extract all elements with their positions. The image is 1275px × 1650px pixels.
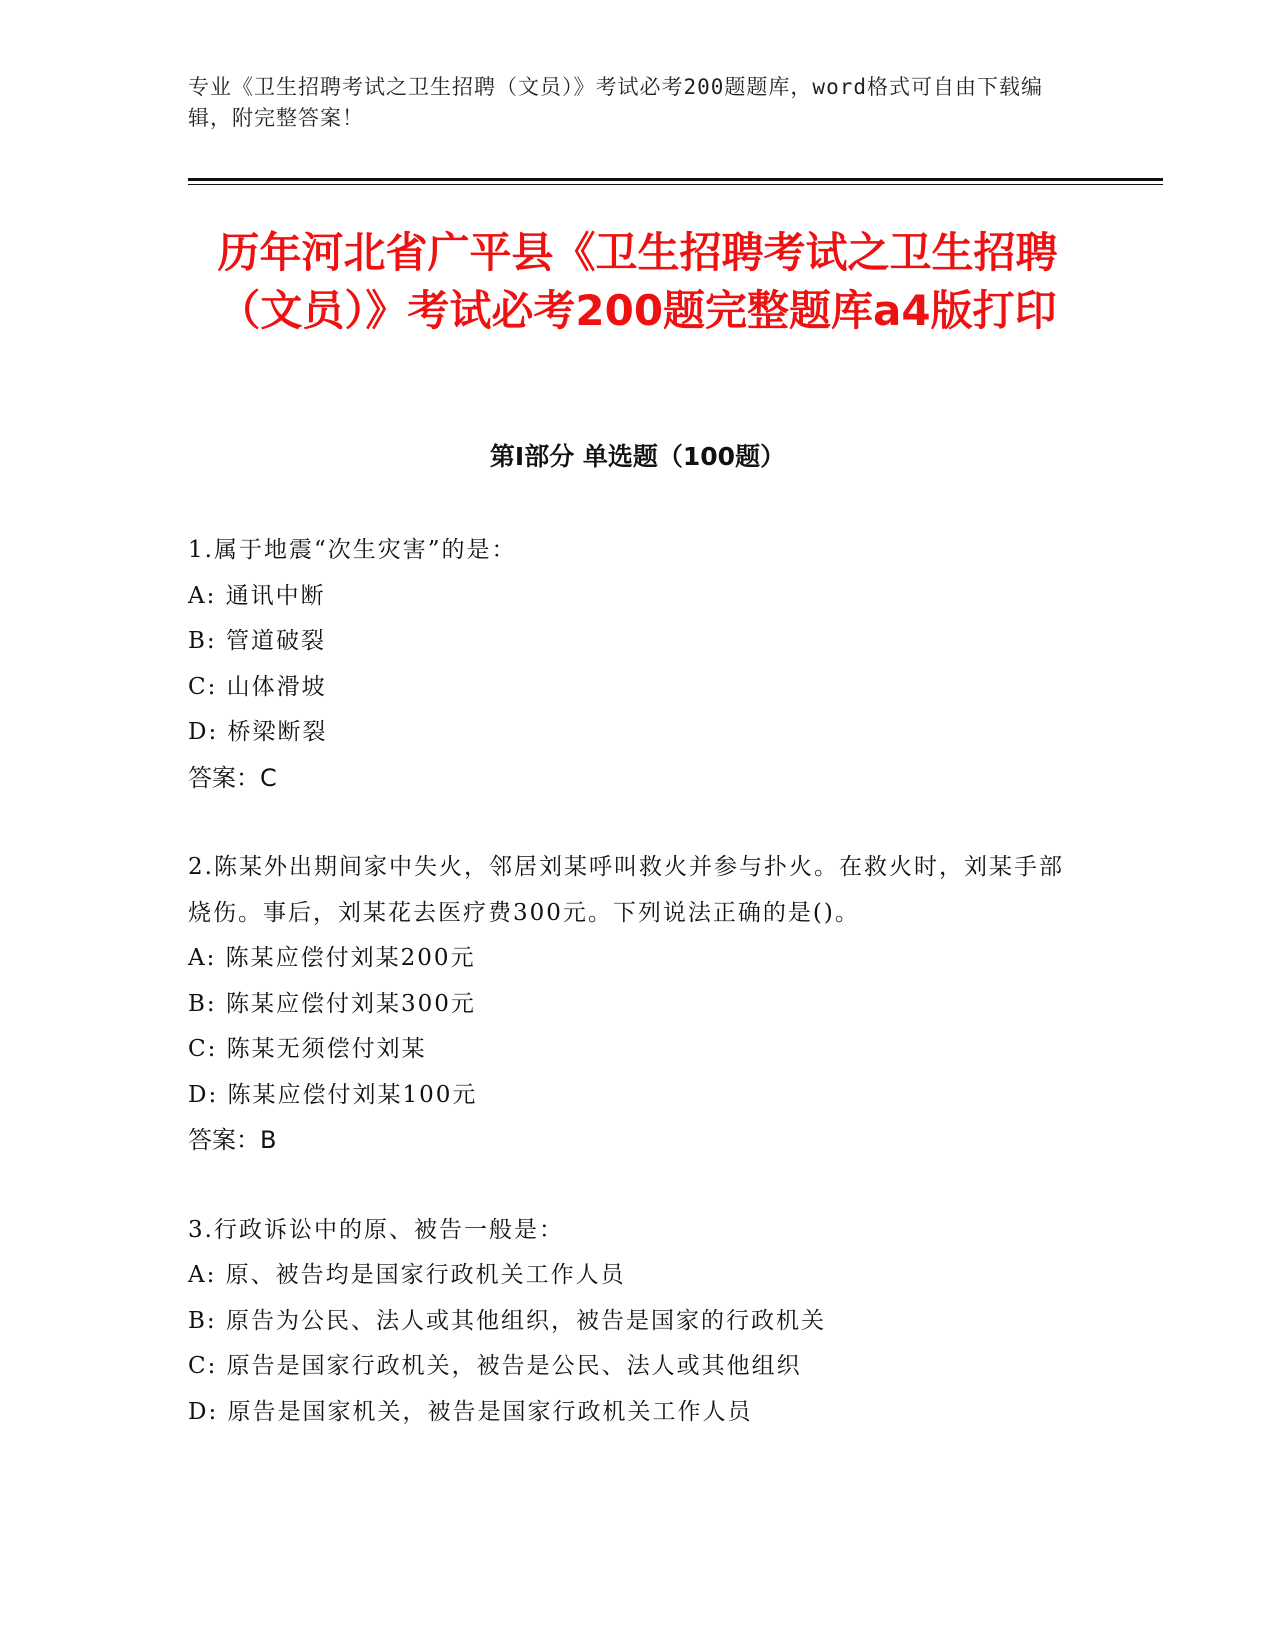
question-stem: 3.行政诉讼中的原、被告一般是： xyxy=(188,1216,564,1243)
question-3 xyxy=(188,1208,1068,1436)
question-2 xyxy=(188,845,1068,1164)
option-b: B: 陈某应偿付刘某300元 xyxy=(188,990,476,1017)
option-b: B: 原告为公民、法人或其他组织，被告是国家的行政机关 xyxy=(188,1307,826,1334)
option-c: C: 陈某无须偿付刘某 xyxy=(188,1036,427,1062)
option-a: A: 陈某应偿付刘某200元 xyxy=(188,945,476,971)
option-d: D: 桥梁断裂 xyxy=(188,719,328,745)
option-c: C: 原告是国家行政机关，被告是公民、法人或其他组织 xyxy=(188,1353,802,1379)
document-title: 历年河北省广平县《卫生招聘考试之卫生招聘（文员）》考试必考200题完整题库a4版打印 xyxy=(217,228,1058,335)
option-c: C: 山体滑坡 xyxy=(188,673,327,700)
answer: 答案：B xyxy=(188,1126,277,1154)
option-b: B: 管道破裂 xyxy=(188,628,326,654)
question-1 xyxy=(188,528,1068,801)
header-note: 专业《卫生招聘考试之卫生招聘（文员）》考试必考200题题库，word格式可自由下载编辑，附完整答案！ xyxy=(188,75,1043,130)
header-divider-thin xyxy=(188,184,1163,185)
question-stem: 2.陈某外出期间家中失火，邻居刘某呼叫救火并参与扑火。在救火时，刘某手部烧伤。事后，刘某花去医疗费300元。下列说法正确的是()。 xyxy=(188,854,1064,926)
question-list xyxy=(188,528,1068,1479)
header-divider-thick xyxy=(188,178,1163,181)
option-d: D: 原告是国家机关，被告是国家行政机关工作人员 xyxy=(188,1398,753,1425)
section-heading: 第Ⅰ部分 单选题（100题） xyxy=(489,442,786,471)
question-stem: 1.属于地震“次生灾害”的是： xyxy=(188,537,517,563)
option-a: A: 通讯中断 xyxy=(188,582,326,609)
option-d: D: 陈某应偿付刘某100元 xyxy=(188,1081,478,1108)
option-a: A: 原、被告均是国家行政机关工作人员 xyxy=(188,1262,626,1288)
answer: 答案：C xyxy=(188,763,277,792)
